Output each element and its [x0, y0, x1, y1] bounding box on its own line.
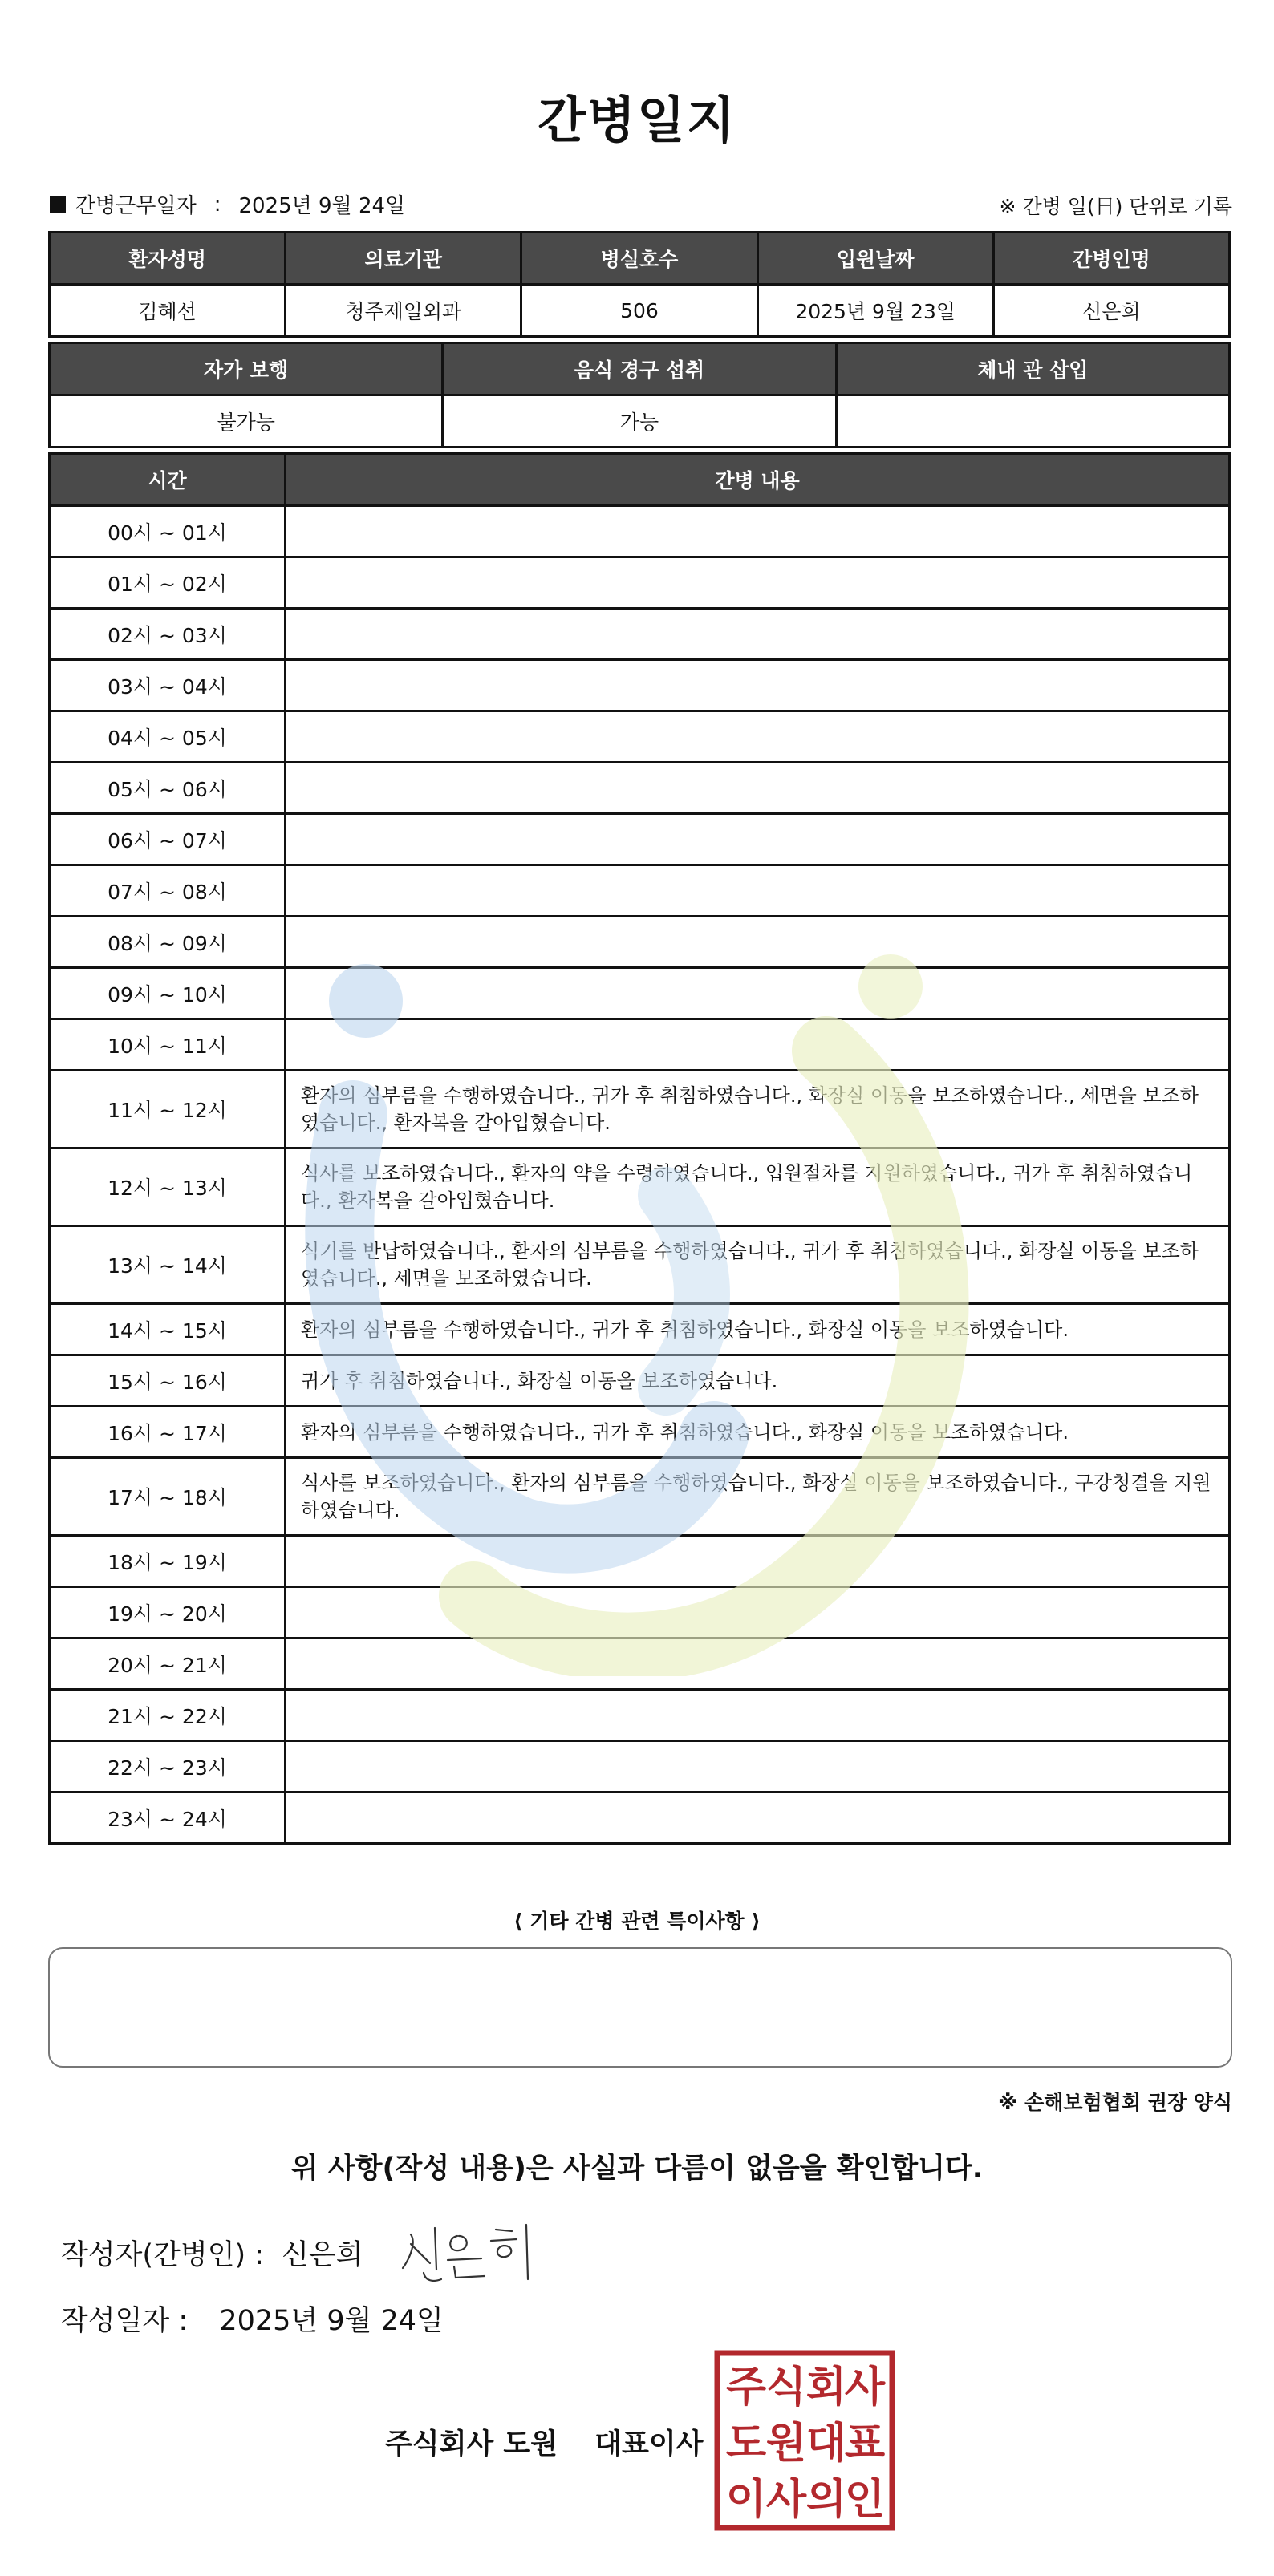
svg-text:이: 이	[725, 2476, 767, 2524]
care-note-cell	[286, 1741, 1230, 1792]
header-admission-date: 입원날짜	[757, 233, 993, 285]
header-patient-name: 환자성명	[50, 233, 286, 285]
status-value-row	[50, 395, 1230, 448]
company-seal-stamp	[714, 2350, 895, 2531]
table-row	[50, 814, 1230, 865]
work-date-line	[50, 189, 405, 219]
time-cell: 07시 ~ 08시	[50, 865, 286, 917]
writer-label: 작성자(간병인) :	[61, 2239, 265, 2271]
remarks-label: ⟨ 기타 간병 관련 특이사항 ⟩	[513, 1910, 761, 1933]
time-cell: 13시 ~ 14시	[50, 1226, 286, 1304]
table-row	[50, 1355, 1230, 1407]
work-date-value: 2025년 9월 24일	[238, 194, 406, 218]
care-log-header-row	[50, 454, 1230, 506]
written-date-value: 2025년 9월 24일	[219, 2305, 444, 2337]
svg-text:주: 주	[725, 2363, 767, 2412]
care-note-cell	[286, 506, 1230, 557]
header-time: 시간	[50, 454, 286, 506]
care-note-cell	[286, 711, 1230, 763]
table-row	[50, 1019, 1230, 1071]
svg-text:원: 원	[765, 2420, 807, 2468]
header-tube-insertion: 체내 관 삽입	[836, 343, 1229, 395]
work-date-separator: :	[213, 192, 221, 217]
time-cell: 03시 ~ 04시	[50, 660, 286, 711]
table-row	[50, 1304, 1230, 1355]
time-cell: 10시 ~ 11시	[50, 1019, 286, 1071]
header-oral-intake: 음식 경구 섭취	[443, 343, 836, 395]
writer-name: 신은희	[282, 2239, 363, 2271]
care-log-table	[48, 452, 1231, 1845]
time-cell: 09시 ~ 10시	[50, 968, 286, 1019]
caregiver-name-value: 신은희	[993, 285, 1229, 337]
care-note-cell: 환자의 심부름을 수행하였습니다., 귀가 후 취침하였습니다., 화장실 이동을 보조하였습니다.	[286, 1407, 1230, 1458]
svg-text:표: 표	[844, 2420, 886, 2468]
room-number-value: 506	[521, 285, 757, 337]
svg-text:사: 사	[844, 2363, 886, 2412]
table-row	[50, 1071, 1230, 1148]
written-date-line	[61, 2299, 444, 2339]
bullet-square-icon	[50, 196, 66, 213]
patient-name-value: 김혜선	[50, 285, 286, 337]
care-note-cell	[286, 1792, 1230, 1844]
table-row	[50, 609, 1230, 660]
care-note-cell	[286, 1536, 1230, 1587]
table-row	[50, 968, 1230, 1019]
care-note-cell	[286, 968, 1230, 1019]
table-row	[50, 711, 1230, 763]
time-cell: 06시 ~ 07시	[50, 814, 286, 865]
oral-intake-value: 가능	[443, 395, 836, 448]
handwritten-signature	[401, 2220, 538, 2284]
svg-text:도: 도	[725, 2420, 767, 2468]
remarks-box	[48, 1947, 1232, 2068]
patient-status-table	[48, 342, 1231, 448]
self-walking-value: 불가능	[50, 395, 443, 448]
header-self-walking: 자가 보행	[50, 343, 443, 395]
header-hospital: 의료기관	[286, 233, 521, 285]
time-cell: 16시 ~ 17시	[50, 1407, 286, 1458]
table-row	[50, 1407, 1230, 1458]
table-row	[50, 1741, 1230, 1792]
time-cell: 22시 ~ 23시	[50, 1741, 286, 1792]
table-row	[50, 1587, 1230, 1638]
ceo-title: 대표이사	[594, 2428, 704, 2461]
company-signature-line	[385, 2422, 703, 2462]
table-row	[50, 506, 1230, 557]
time-cell: 02시 ~ 03시	[50, 609, 286, 660]
table-row	[50, 1792, 1230, 1844]
header-caregiver-name: 간병인명	[993, 233, 1229, 285]
svg-text:의: 의	[805, 2476, 847, 2524]
care-note-cell	[286, 660, 1230, 711]
table-row	[50, 1148, 1230, 1226]
table-row	[50, 1638, 1230, 1690]
svg-text:대: 대	[805, 2420, 847, 2468]
admission-date-value: 2025년 9월 23일	[757, 285, 993, 337]
time-cell: 11시 ~ 12시	[50, 1071, 286, 1148]
patient-info-value-row	[50, 285, 1230, 337]
care-note-cell	[286, 557, 1230, 609]
tube-insertion-value	[836, 395, 1229, 448]
care-note-cell	[286, 814, 1230, 865]
care-note-cell: 환자의 심부름을 수행하였습니다., 귀가 후 취침하였습니다., 화장실 이동을 보조하였습니다., 세면을 보조하였습니다., 환자복을 갈아입혔습니다.	[286, 1071, 1230, 1148]
time-cell: 21시 ~ 22시	[50, 1690, 286, 1741]
work-date-label: 간병근무일자	[75, 194, 197, 218]
hospital-value: 청주제일외과	[286, 285, 521, 337]
care-note-cell	[286, 1587, 1230, 1638]
table-row	[50, 1536, 1230, 1587]
written-date-label: 작성일자 :	[61, 2305, 189, 2337]
time-cell: 17시 ~ 18시	[50, 1458, 286, 1536]
care-note-cell: 환자의 심부름을 수행하였습니다., 귀가 후 취침하였습니다., 화장실 이동을 보조하였습니다.	[286, 1304, 1230, 1355]
table-row	[50, 660, 1230, 711]
time-cell: 12시 ~ 13시	[50, 1148, 286, 1226]
table-row	[50, 917, 1230, 968]
time-cell: 15시 ~ 16시	[50, 1355, 286, 1407]
svg-text:인: 인	[844, 2476, 886, 2524]
page-title: 간병일지	[538, 91, 736, 149]
care-note-cell	[286, 917, 1230, 968]
header-care-content: 간병 내용	[286, 454, 1230, 506]
record-unit-note: ※ 간병 일(日) 단위로 기록	[999, 195, 1232, 218]
time-cell: 23시 ~ 24시	[50, 1792, 286, 1844]
time-cell: 20시 ~ 21시	[50, 1638, 286, 1690]
care-note-cell	[286, 865, 1230, 917]
time-cell: 05시 ~ 06시	[50, 763, 286, 814]
care-note-cell: 귀가 후 취침하였습니다., 화장실 이동을 보조하였습니다.	[286, 1355, 1230, 1407]
table-row	[50, 557, 1230, 609]
time-cell: 08시 ~ 09시	[50, 917, 286, 968]
patient-info-header-row	[50, 233, 1230, 285]
header-room-number: 병실호수	[521, 233, 757, 285]
table-row	[50, 1690, 1230, 1741]
time-cell: 00시 ~ 01시	[50, 506, 286, 557]
table-row	[50, 763, 1230, 814]
care-note-cell: 식사를 보조하였습니다., 환자의 심부름을 수행하였습니다., 화장실 이동을 보조하였습니다., 구강청결을 지원하였습니다.	[286, 1458, 1230, 1536]
table-row	[50, 865, 1230, 917]
confirmation-statement: 위 사항(작성 내용)은 사실과 다름이 없음을 확인합니다.	[290, 2153, 984, 2185]
care-note-cell: 식사를 보조하였습니다., 환자의 약을 수령하였습니다., 입원절차를 지원하였습니다., 귀가 후 취침하였습니다., 환자복을 갈아입혔습니다.	[286, 1148, 1230, 1226]
table-row	[50, 1226, 1230, 1304]
care-note-cell	[286, 763, 1230, 814]
recommended-form-note: ※ 손해보험협회 권장 양식	[998, 2091, 1232, 2114]
care-note-cell	[286, 609, 1230, 660]
patient-info-table	[48, 231, 1231, 338]
care-note-cell	[286, 1638, 1230, 1690]
care-note-cell: 식기를 반납하였습니다., 환자의 심부름을 수행하였습니다., 귀가 후 취침하였습니다., 화장실 이동을 보조하였습니다., 세면을 보조하였습니다.	[286, 1226, 1230, 1304]
care-note-cell	[286, 1690, 1230, 1741]
svg-text:식: 식	[765, 2363, 807, 2412]
status-header-row	[50, 343, 1230, 395]
time-cell: 14시 ~ 15시	[50, 1304, 286, 1355]
table-row	[50, 1458, 1230, 1536]
time-cell: 04시 ~ 05시	[50, 711, 286, 763]
time-cell: 19시 ~ 20시	[50, 1587, 286, 1638]
care-note-cell	[286, 1019, 1230, 1071]
company-name: 주식회사 도원	[385, 2428, 558, 2461]
time-cell: 01시 ~ 02시	[50, 557, 286, 609]
time-cell: 18시 ~ 19시	[50, 1536, 286, 1587]
svg-text:사: 사	[765, 2476, 807, 2524]
writer-line	[61, 2233, 363, 2273]
svg-text:회: 회	[805, 2363, 847, 2412]
